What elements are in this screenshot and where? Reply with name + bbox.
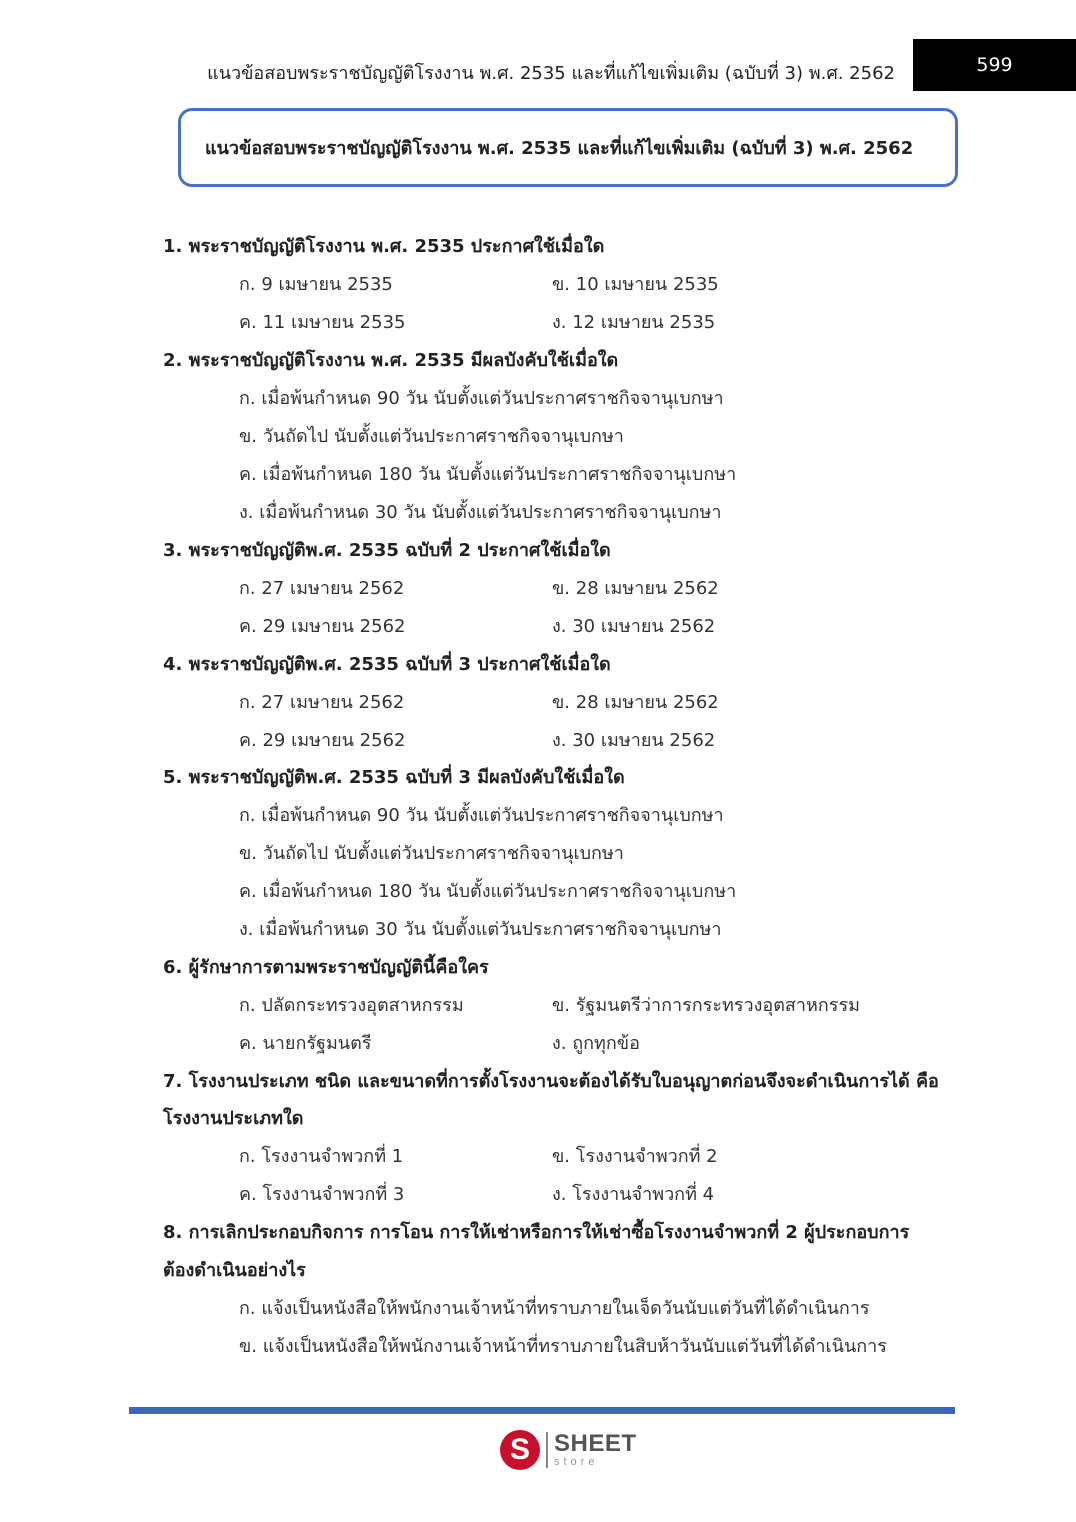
choice-5c: ค. เมื่อพ้นกำหนด 180 วัน นับตั้งแต่วันประกาศราชกิจจานุเบกษา bbox=[239, 881, 737, 902]
choice-5d: ง. เมื่อพ้นกำหนด 30 วัน นับตั้งแต่วันประกาศราชกิจจานุเบกษา bbox=[239, 919, 722, 940]
choice-2d: ง. เมื่อพ้นกำหนด 30 วัน นับตั้งแต่วันประกาศราชกิจจานุเบกษา bbox=[239, 502, 722, 523]
choice-7d: ง. โรงงานจำพวกที่ 4 bbox=[552, 1184, 715, 1205]
choice-1d: ง. 12 เมษายน 2535 bbox=[552, 312, 716, 333]
question-6: 6. ผู้รักษาการตามพระราชบัญญัตินี้คือใคร bbox=[163, 957, 489, 978]
choice-1b: ข. 10 เมษายน 2535 bbox=[552, 274, 719, 295]
choice-4c: ค. 29 เมษายน 2562 bbox=[239, 730, 406, 751]
question-5: 5. พระราชบัญญัติพ.ศ. 2535 ฉบับที่ 3 มีผลบังคับใช้เมื่อใด bbox=[163, 767, 625, 788]
choice-6a: ก. ปลัดกระทรวงอุตสาหกรรม bbox=[239, 995, 464, 1016]
section-title: แนวข้อสอบพระราชบัญญัติโรงงาน พ.ศ. 2535 และที่แก้ไขเพิ่มเติม (ฉบับที่ 3) พ.ศ. 2562 bbox=[205, 138, 914, 159]
choice-4b: ข. 28 เมษายน 2562 bbox=[552, 692, 719, 713]
choice-8b: ข. แจ้งเป็นหนังสือให้พนักงานเจ้าหน้าที่ทราบภายในสิบห้าวันนับแต่วันที่ได้ดำเนินการ bbox=[239, 1336, 887, 1357]
choice-6c: ค. นายกรัฐมนตรี bbox=[239, 1033, 372, 1054]
choice-2c: ค. เมื่อพ้นกำหนด 180 วัน นับตั้งแต่วันประกาศราชกิจจานุเบกษา bbox=[239, 464, 737, 485]
question-7-continued: โรงงานประเภทใด bbox=[163, 1108, 304, 1129]
choice-8a: ก. แจ้งเป็นหนังสือให้พนักงานเจ้าหน้าที่ทราบภายในเจ็ดวันนับแต่วันที่ได้ดำเนินการ bbox=[239, 1298, 870, 1319]
logo-text bbox=[554, 1432, 637, 1468]
choice-2b: ข. วันถัดไป นับตั้งแต่วันประกาศราชกิจจานุเบกษา bbox=[239, 426, 624, 447]
section-title-box bbox=[178, 108, 958, 187]
choice-7b: ข. โรงงานจำพวกที่ 2 bbox=[552, 1146, 718, 1167]
choice-4a: ก. 27 เมษายน 2562 bbox=[239, 692, 405, 713]
choice-3c: ค. 29 เมษายน 2562 bbox=[239, 616, 406, 637]
question-4: 4. พระราชบัญญัติพ.ศ. 2535 ฉบับที่ 3 ประกาศใช้เมื่อใด bbox=[163, 654, 611, 675]
choice-7c: ค. โรงงานจำพวกที่ 3 bbox=[239, 1184, 405, 1205]
footer-divider bbox=[129, 1407, 955, 1414]
question-8: 8. การเลิกประกอบกิจการ การโอน การให้เช่าหรือการให้เช่าซื้อโรงงานจำพวกที่ 2 ผู้ประกอบการ bbox=[163, 1222, 910, 1243]
running-header-title: แนวข้อสอบพระราชบัญญัติโรงงาน พ.ศ. 2535 และที่แก้ไขเพิ่มเติม (ฉบับที่ 3) พ.ศ. 2562 bbox=[207, 63, 895, 84]
choice-1c: ค. 11 เมษายน 2535 bbox=[239, 312, 406, 333]
choice-2a: ก. เมื่อพ้นกำหนด 90 วัน นับตั้งแต่วันประกาศราชกิจจานุเบกษา bbox=[239, 388, 724, 409]
choice-5a: ก. เมื่อพ้นกำหนด 90 วัน นับตั้งแต่วันประกาศราชกิจจานุเบกษา bbox=[239, 805, 724, 826]
question-3: 3. พระราชบัญญัติพ.ศ. 2535 ฉบับที่ 2 ประกาศใช้เมื่อใด bbox=[163, 540, 611, 561]
choice-3b: ข. 28 เมษายน 2562 bbox=[552, 578, 719, 599]
choice-1a: ก. 9 เมษายน 2535 bbox=[239, 274, 393, 295]
sheet-store-logo bbox=[500, 1428, 650, 1472]
choice-4d: ง. 30 เมษายน 2562 bbox=[552, 730, 716, 751]
choice-6d: ง. ถูกทุกข้อ bbox=[552, 1033, 640, 1054]
logo-separator bbox=[546, 1432, 548, 1468]
question-7: 7. โรงงานประเภท ชนิด และขนาดที่การตั้งโรงงานจะต้องได้รับใบอนุญาตก่อนจึงจะดำเนินการได้ คือ bbox=[163, 1071, 939, 1092]
logo-s-icon: S bbox=[500, 1430, 540, 1470]
question-8-continued: ต้องดำเนินอย่างไร bbox=[163, 1260, 306, 1281]
choice-6b: ข. รัฐมนตรีว่าการกระทรวงอุตสาหกรรม bbox=[552, 995, 860, 1016]
choice-7a: ก. โรงงานจำพวกที่ 1 bbox=[239, 1146, 404, 1167]
logo-subword: store bbox=[554, 1456, 599, 1468]
choice-3d: ง. 30 เมษายน 2562 bbox=[552, 616, 716, 637]
page-number: 599 bbox=[913, 39, 1076, 91]
choice-3a: ก. 27 เมษายน 2562 bbox=[239, 578, 405, 599]
choice-5b: ข. วันถัดไป นับตั้งแต่วันประกาศราชกิจจานุเบกษา bbox=[239, 843, 624, 864]
question-1: 1. พระราชบัญญัติโรงงาน พ.ศ. 2535 ประกาศใช้เมื่อใด bbox=[163, 236, 605, 257]
logo-word: SHEET bbox=[554, 1430, 637, 1457]
question-2: 2. พระราชบัญญัติโรงงาน พ.ศ. 2535 มีผลบังคับใช้เมื่อใด bbox=[163, 350, 619, 371]
